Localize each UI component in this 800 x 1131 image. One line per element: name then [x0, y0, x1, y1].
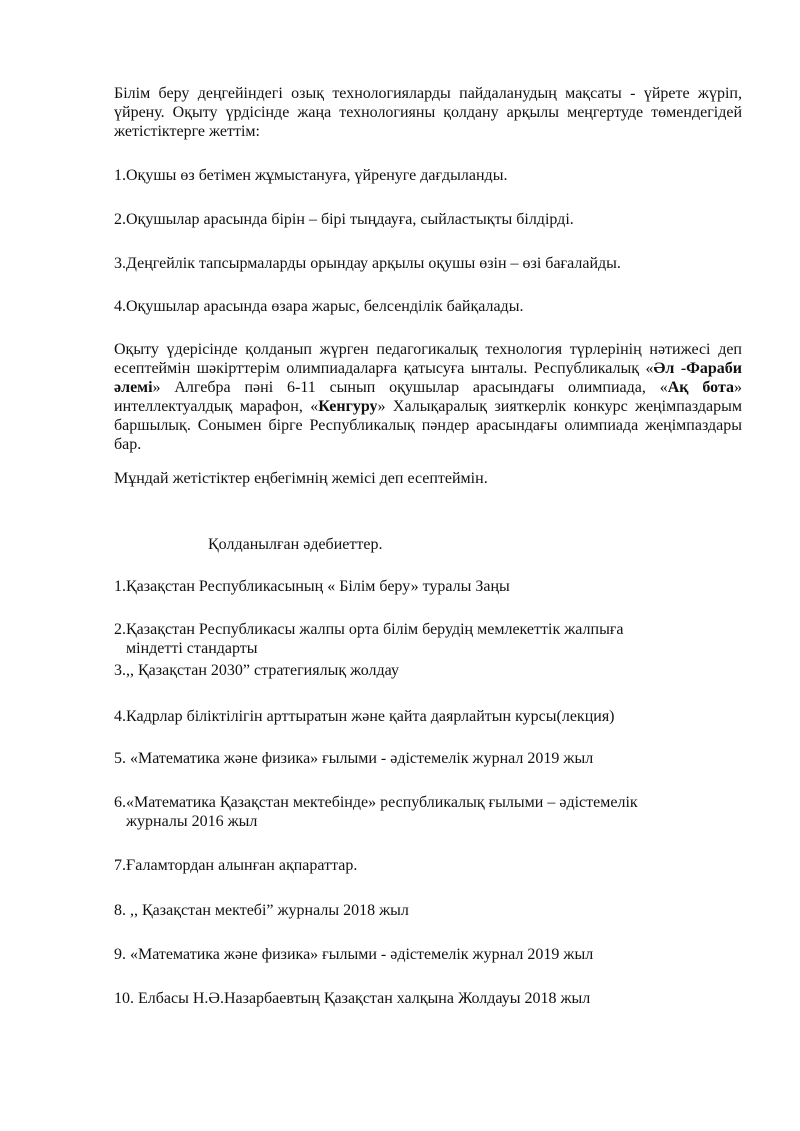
- results-paragraph: [114, 340, 742, 454]
- reference-line-continued: міндетті стандарты: [126, 640, 258, 657]
- reference-line: 10. Елбасы Н.Ә.Назарбаевтың Қазақстан халқына Жолдауы 2018 жыл: [114, 990, 591, 1007]
- reference-line-continued: журналы 2016 жыл: [126, 813, 258, 830]
- contest-name-kenguru: Кенгуру: [318, 398, 378, 415]
- marathon-name-ak-bota: Ақ бота: [667, 379, 735, 396]
- reference-line: 5. «Математика және физика» ғылыми - әдістемелік журнал 2019 жыл: [114, 750, 594, 767]
- reference-item-6: [114, 793, 754, 831]
- achievement-item-1: 1.Оқушы өз бетімен жұмыстануға, үйренуге дағдыланды.: [114, 167, 508, 184]
- olympiad-name-al-farabi: Әл -Фараби әлемі: [114, 360, 743, 396]
- reference-line: 7.Ғаламтордан алынған ақпараттар.: [114, 857, 358, 874]
- results-text-1: Оқыту үдерісінде қолданып жүрген педагогикалық технология түрлерінің нәтижесі деп есептеймін шәкірттерім олимпиадаларға қатысуға ынталы. Республикалық «: [114, 341, 742, 377]
- achievement-item-4: 4.Оқушылар арасында өзара жарыс, белсенділік байқалады.: [114, 298, 524, 315]
- reference-line: 6.«Математика Қазақстан мектебінде» республикалық ғылыми – әдістемелік: [114, 794, 638, 811]
- reference-line: 8. ,, Қазақстан мектебі” журналы 2018 жыл: [114, 902, 409, 919]
- reference-item-8: [114, 901, 754, 920]
- reference-item-10: [114, 989, 754, 1008]
- closing-sentence: Мұндай жетістіктер еңбегімнің жемісі деп есептеймін.: [114, 470, 488, 487]
- reference-item-4: [114, 707, 754, 726]
- reference-item-9: [114, 945, 754, 964]
- reference-item-1: [114, 577, 754, 596]
- results-text-2: » Алгебра пәні 6-11 сынып оқушылар арасындағы олимпиада, «: [152, 379, 668, 396]
- achievement-item-3: 3.Деңгейлік тапсырмаларды орындау арқылы оқушы өзін – өзі бағалайды.: [114, 255, 621, 272]
- results-text-4: » Халықаралық зияткерлік конкурс жеңімпаздарым баршылық. Сонымен бірге Республикалық пәндер арасындағы олимпиада жеңімпаздары бар.: [114, 398, 742, 453]
- achievement-item-2: 2.Оқушылар арасында бірін – бірі тыңдауға, сыйластықты білдірді.: [114, 211, 574, 228]
- reference-line: 1.Қазақстан Республикасының « Білім беру» туралы Заңы: [114, 578, 510, 595]
- reference-line: 3.,, Қазақстан 2030” стратегиялық жолдау: [114, 662, 399, 679]
- references-heading: Қолданылған әдебиеттер.: [208, 536, 383, 553]
- reference-line: 2.Қазақстан Республикасы жалпы орта білім берудің мемлекеттік жалпыға: [114, 621, 624, 638]
- reference-item-2: [114, 620, 754, 658]
- results-text-3: » интеллектуалдық марафон, «: [114, 379, 743, 415]
- reference-item-3: [114, 661, 754, 680]
- intro-paragraph: Білім беру деңгейіндегі озық технологияларды пайдаланудың мақсаты - үйрете жүріп, үйрену. Оқыту үрдісінде жаңа технологияны қолдану арқылы меңгертуде төмендегідей жетістіктерге жеттім:: [114, 85, 742, 140]
- reference-line: 4.Кадрлар біліктілігін арттыратын және қайта даярлайтын курсы(лекция): [114, 708, 615, 725]
- reference-item-5: [114, 749, 754, 768]
- reference-item-7: [114, 856, 754, 875]
- reference-line: 9. «Математика және физика» ғылыми - әдістемелік журнал 2019 жыл: [114, 946, 594, 963]
